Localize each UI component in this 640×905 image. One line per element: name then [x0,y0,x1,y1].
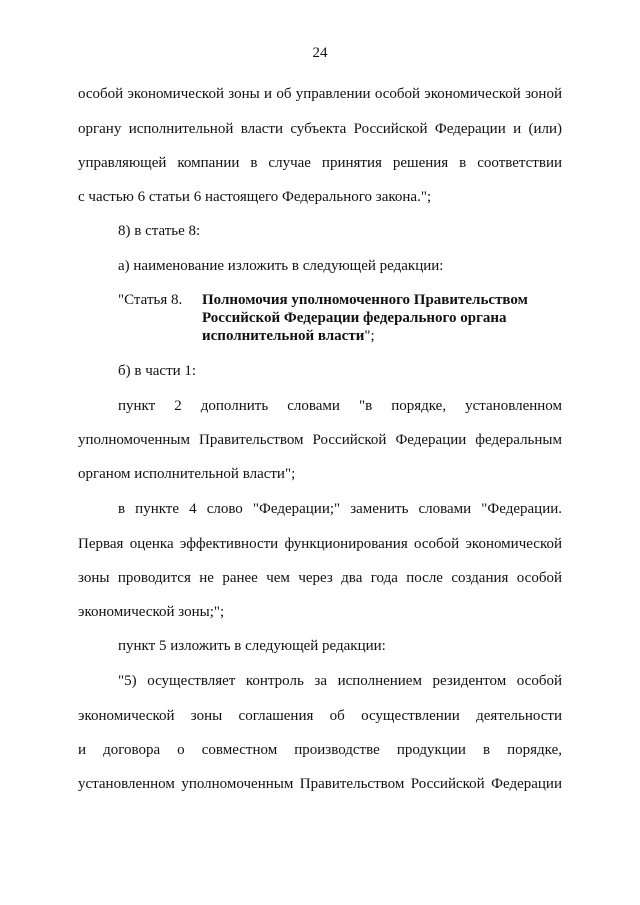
paragraph-line: с частью 6 статьи 6 настоящего Федерального закона."; [78,189,432,205]
page-number: 24 [312,45,328,61]
article-title-closing: "; [364,328,375,344]
item-a-text: а) наименование изложить в следующей редакции: [118,258,444,274]
paragraph-line: экономической зоны;"; [78,604,225,620]
article-title-text: исполнительной власти [202,328,365,344]
paragraph-line: пункт 5 изложить в следующей редакции: [118,638,386,654]
paragraph-line: уполномоченным Правительством Российской Федерации федеральным [78,432,562,448]
paragraph-line: установленном уполномоченным Правительством Российской Федерации [78,776,562,792]
paragraph-line: особой экономической зоны и об управлении особой экономической зоной [78,86,562,102]
paragraph-line: пункт 2 дополнить словами "в порядке, установленном [118,398,562,414]
article-title-line [202,327,375,345]
paragraph-line: экономической зоны соглашения об осуществлении деятельности [78,708,562,724]
paragraph-line: органом исполнительной власти"; [78,466,296,482]
paragraph-line: Первая оценка эффективности функционирования особой экономической [78,536,562,552]
article-title-line: Полномочия уполномоченного Правительством [202,292,528,308]
paragraph-line: "5) осуществляет контроль за исполнением резидентом особой [118,673,562,689]
paragraph-line: в пункте 4 слово "Федерации;" заменить словами "Федерации. [118,501,562,517]
paragraph-line: управляющей компании в случае принятия решения в соответствии [78,155,562,171]
paragraph-line: зоны проводится не ранее чем через два года после создания особой [78,570,562,586]
paragraph-line: и договора о совместном производстве продукции в порядке, [78,742,562,758]
article-title-line: Российской Федерации федерального органа [202,310,507,326]
article-label: "Статья 8. [118,292,183,308]
paragraph-line: органу исполнительной власти субъекта Российской Федерации и (или) [78,121,562,137]
item-b-heading: б) в части 1: [118,363,197,379]
item-8-heading: 8) в статье 8: [118,223,201,239]
